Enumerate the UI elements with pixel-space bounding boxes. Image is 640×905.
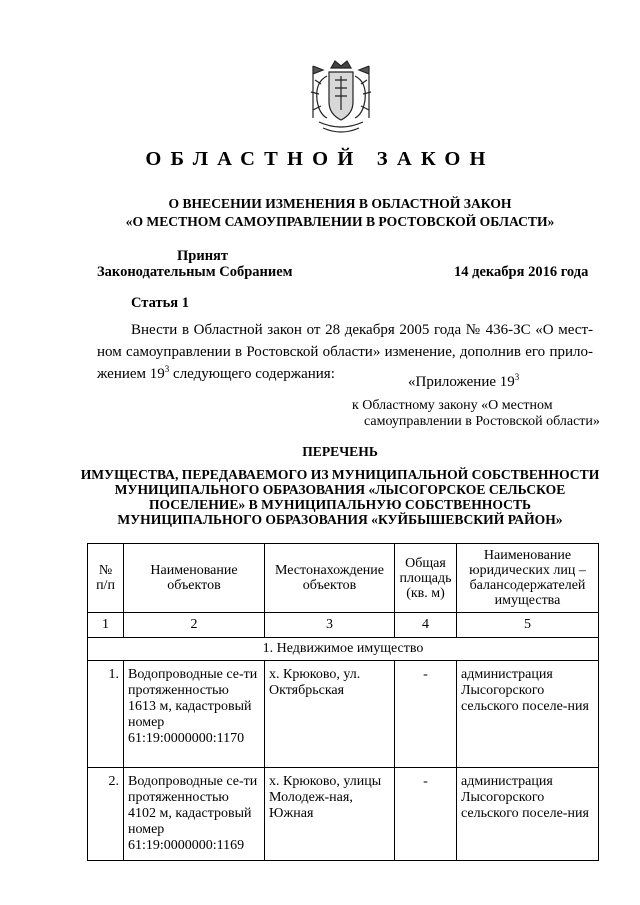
adopted-by: Законодательным Собранием	[97, 264, 293, 280]
list-heading-line2: МУНИЦИПАЛЬНОГО ОБРАЗОВАНИЯ «ЛЫСОГОРСКОЕ СЕЛЬСКОЕ	[114, 482, 566, 497]
row-location: х. Крюково, улицы Молодеж-ная, Южная	[265, 768, 395, 861]
list-heading-line4: МУНИЦИПАЛЬНОГО ОБРАЗОВАНИЯ «КУЙБЫШЕВСКИЙ РАЙОН»	[117, 512, 563, 527]
row-location: х. Крюково, ул. Октябрьская	[265, 661, 395, 768]
table-row	[88, 768, 599, 861]
document-title: ОБЛАСТНОЙ ЗАКОН	[145, 148, 495, 170]
header-num: № п/п	[88, 544, 124, 613]
document-subtitle-line2: «О МЕСТНОМ САМОУПРАВЛЕНИИ В РОСТОВСКОЙ ОБЛАСТИ»	[125, 214, 555, 229]
column-number-row	[88, 613, 599, 638]
row-holder: администрация Лысогорского сельского поселе-ния	[457, 661, 599, 768]
adopted-label: Принят	[177, 248, 229, 264]
property-table	[87, 543, 599, 861]
article-paragraph-line1: Внести в Областной закон от 28 декабря 2005 года № 436-ЗС «О мест-	[131, 322, 593, 338]
superscript: 3	[164, 364, 170, 374]
adopted-date: 14 декабря 2016 года	[454, 264, 589, 280]
row-name: Водопроводные се-ти протяженностью 1613 м, кадастровый номер 61:19:0000000:1170	[124, 661, 265, 768]
paragraph-text: следующего содержания:	[169, 366, 335, 382]
table-header-row	[88, 544, 599, 613]
row-num: 1.	[88, 661, 124, 768]
column-number: 3	[265, 613, 395, 638]
appendix-text: «Приложение 19	[408, 374, 515, 390]
superscript: 3	[514, 372, 520, 382]
list-heading-line3: ПОСЕЛЕНИЕ» В МУНИЦИПАЛЬНУЮ СОБСТВЕННОСТЬ	[148, 497, 531, 512]
paragraph-text: жением 19	[97, 366, 165, 382]
column-number: 1	[88, 613, 124, 638]
header-name: Наименование объектов	[124, 544, 265, 613]
document-subtitle-line1: О ВНЕСЕНИИ ИЗМЕНЕНИЯ В ОБЛАСТНОЙ ЗАКОН	[168, 196, 512, 211]
row-num: 2.	[88, 768, 124, 861]
column-number: 4	[395, 613, 457, 638]
article-heading: Статья 1	[131, 295, 189, 311]
table-row	[88, 661, 599, 768]
appendix-line2: к Областному закону «О местном	[352, 398, 553, 413]
list-title: ПЕРЕЧЕНЬ	[302, 444, 378, 459]
coat-of-arms-icon	[305, 58, 377, 138]
appendix-label	[408, 374, 519, 391]
list-heading-line1: ИМУЩЕСТВА, ПЕРЕДАВАЕМОГО ИЗ МУНИЦИПАЛЬНОЙ СОБСТВЕННОСТИ	[80, 467, 600, 482]
row-area: -	[395, 768, 457, 861]
section-row	[88, 638, 599, 661]
row-name: Водопроводные се-ти протяженностью 4102 м, кадастровый номер 61:19:0000000:1169	[124, 768, 265, 861]
column-number: 2	[124, 613, 265, 638]
column-number: 5	[457, 613, 599, 638]
row-holder: администрация Лысогорского сельского поселе-ния	[457, 768, 599, 861]
row-area: -	[395, 661, 457, 768]
section-title: 1. Недвижимое имущество	[88, 638, 599, 661]
header-location: Местонахождение объектов	[265, 544, 395, 613]
header-area: Общая площадь (кв. м)	[395, 544, 457, 613]
article-paragraph-line2: ном самоуправлении в Ростовской области» изменение, дополнив его прило-	[97, 344, 593, 360]
header-holders: Наименование юридических лиц – балансодержателей имущества	[457, 544, 599, 613]
appendix-line3: самоуправлении в Ростовской области»	[364, 414, 600, 429]
